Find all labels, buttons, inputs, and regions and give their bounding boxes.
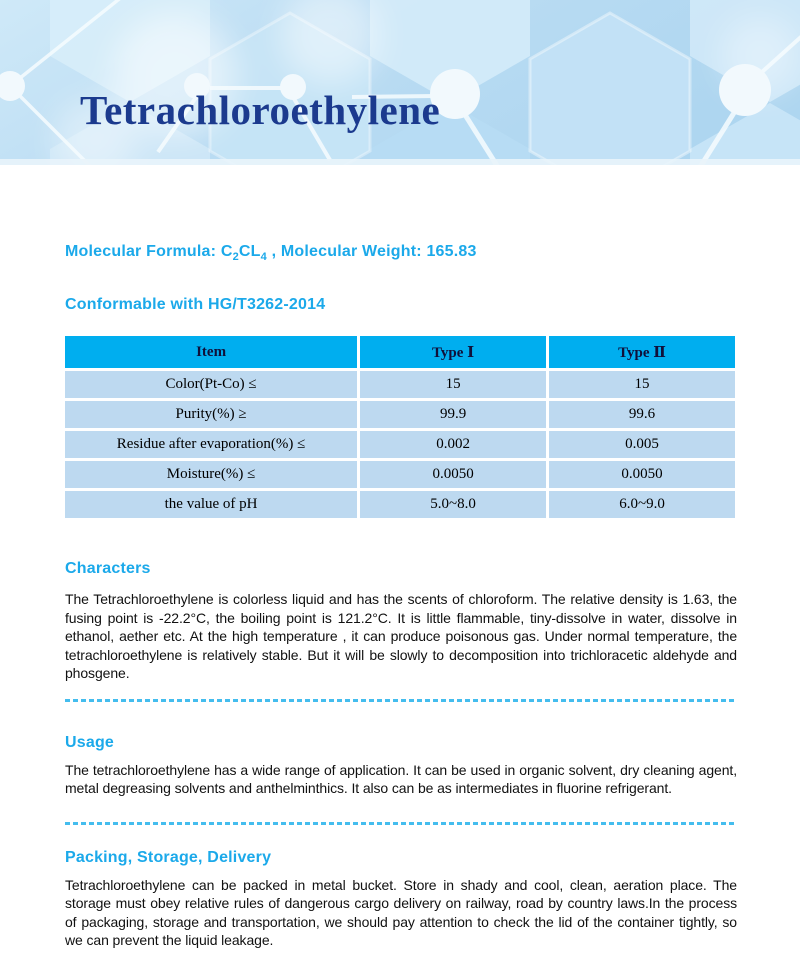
dashed-divider [65,822,737,825]
col-header-type-2: Type Ⅱ [549,336,735,368]
row-item-label: Color(Pt-Co) ≤ [65,371,357,398]
section-heading-characters: Characters [65,560,151,578]
table-row [65,431,735,458]
formula-prefix: Molecular Formula: C [65,243,233,260]
formula-subscript-2: 2 [232,251,239,264]
row-type1-value: 5.0~8.0 [360,491,546,518]
molecular-formula-line [65,243,737,263]
section-body-characters: The Tetrachloroethylene is colorless liquid and has the scents of chloroform. The relative density is 1.63, the fusing point is -22.2°C, the boiling point is 121.2°C. It is little flammable, tiny-dissolve in water, dissolve in ethanol, aether etc. At the high temperature , it can produce poisonous gas. Under normal temperature, the tetrachloroethylene is relatively stable. But it will be slowly to decomposition into trichloracetic aldehyde and phosgene. [65,591,737,682]
row-item-label: Moisture(%) ≤ [65,461,357,488]
content-area [0,243,800,950]
row-type2-value: 0.005 [549,431,735,458]
row-type1-value: 99.9 [360,401,546,428]
row-type1-value: 0.0050 [360,461,546,488]
section-heading-packing: Packing, Storage, Delivery [65,848,272,866]
formula-mid: CL [238,243,261,260]
table-row [65,491,735,518]
hexagon-molecule-background [0,0,800,165]
row-item-label: the value of pH [65,491,357,518]
row-type2-value: 99.6 [549,401,735,428]
section-body-packing: Tetrachloroethylene can be packed in metal bucket. Store in shady and cool, clean, aeration place. The storage must obey relative rules of dangerous cargo delivery on railway, road by country laws.In the process of packaging, storage and transportation, we should pay attention to check the lid of the container tightly, so we can prevent the liquid leakage. [65,876,737,949]
row-item-label: Residue after evaporation(%) ≤ [65,431,357,458]
row-type2-value: 0.0050 [549,461,735,488]
col-header-type-1: Type Ⅰ [360,336,546,368]
standard-conformance-line: Conformable with HG/T3262-2014 [65,296,326,314]
row-type2-value: 15 [549,371,735,398]
row-type1-value: 15 [360,371,546,398]
dashed-divider [65,699,737,702]
section-heading-usage: Usage [65,733,115,751]
spec-table-header-row [65,336,735,368]
col-header-item: Item [65,336,357,368]
section-body-usage: The tetrachloroethylene has a wide range of application. It can be used in organic solvent, dry cleaning agent, metal degreasing solvents and anthelminthics. It also can be as intermediates in fluorine refrigerant. [65,761,737,797]
row-type1-value: 0.002 [360,431,546,458]
spec-table [62,333,738,521]
page-header [0,0,800,165]
table-row [65,401,735,428]
table-row [65,371,735,398]
row-type2-value: 6.0~9.0 [549,491,735,518]
table-row [65,461,735,488]
formula-subscript-4: 4 [260,251,267,264]
formula-suffix: , Molecular Weight: 165.83 [266,243,477,260]
page-title: Tetrachloroethylene [80,87,441,133]
row-item-label: Purity(%) ≥ [65,401,357,428]
